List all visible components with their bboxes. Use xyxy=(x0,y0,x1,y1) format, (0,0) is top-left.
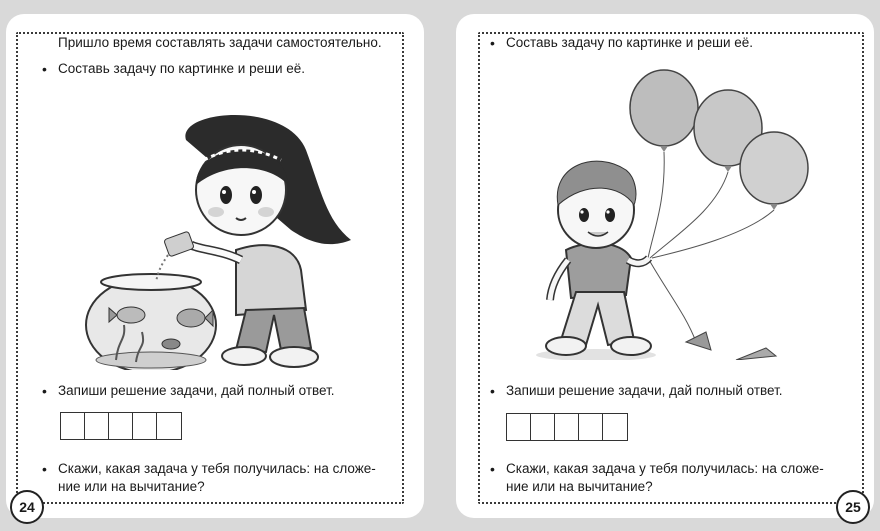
intro-text: Пришло время составлять задачи самостоятельно. xyxy=(58,35,382,50)
answer-grid[interactable] xyxy=(506,413,628,441)
answer-grid[interactable] xyxy=(60,412,182,440)
answer-cell[interactable] xyxy=(531,414,555,440)
answer-cell[interactable] xyxy=(109,413,133,439)
balloon-icon xyxy=(740,132,808,210)
answer-cell[interactable] xyxy=(61,413,85,439)
boy-with-balloons-illustration xyxy=(536,60,836,360)
task-question-line1: • Скажи, какая задача у тебя получилась: на сложе- xyxy=(506,460,824,478)
page-number: 25 xyxy=(836,490,870,524)
task-compose: • Составь задачу по картинке и реши её. xyxy=(58,60,305,78)
page-number: 24 xyxy=(10,490,44,524)
right-page xyxy=(456,14,874,518)
left-page xyxy=(6,14,424,518)
answer-cell[interactable] xyxy=(157,413,181,439)
task-compose: • Составь задачу по картинке и реши её. xyxy=(506,34,753,52)
answer-cell[interactable] xyxy=(603,414,627,440)
answer-cell[interactable] xyxy=(555,414,579,440)
task-write-solution: • Запиши решение задачи, дай полный ответ. xyxy=(506,382,783,400)
answer-cell[interactable] xyxy=(133,413,157,439)
task-question-line1: • Скажи, какая задача у тебя получилась: на сложе- xyxy=(58,460,376,478)
girl-with-fishbowl-illustration xyxy=(76,110,356,370)
task-question-line2: ние или на вычитание? xyxy=(58,479,205,494)
balloon-icon xyxy=(630,70,698,152)
task-write-solution: • Запиши решение задачи, дай полный ответ. xyxy=(58,382,335,400)
answer-cell[interactable] xyxy=(579,414,603,440)
task-question-line2: ние или на вычитание? xyxy=(506,479,653,494)
fish-icon xyxy=(162,339,180,349)
answer-cell[interactable] xyxy=(507,414,531,440)
answer-cell[interactable] xyxy=(85,413,109,439)
